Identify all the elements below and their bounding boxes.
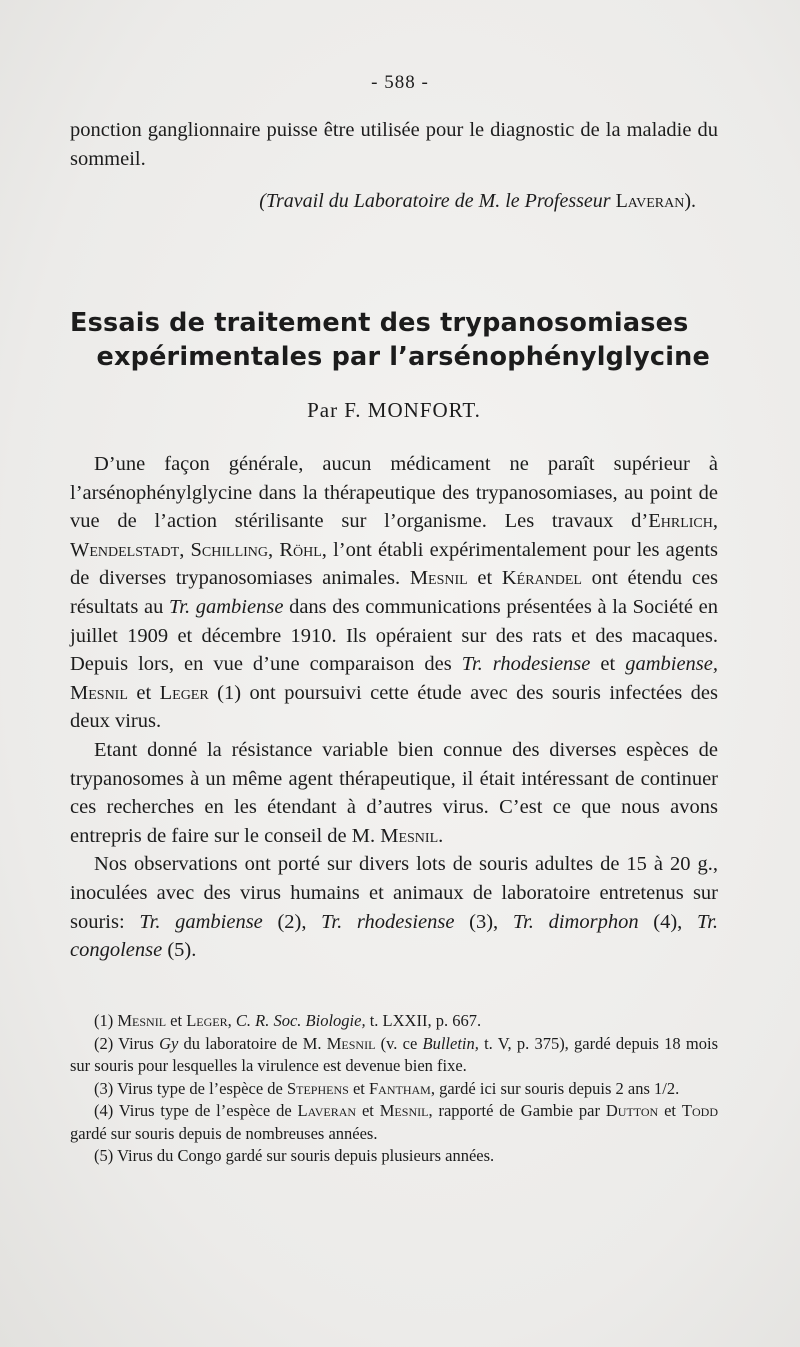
text-run: (v. ce (375, 1033, 423, 1053)
species-name: Tr. dimorphon (512, 910, 639, 933)
footnote-1 (70, 1010, 718, 1033)
text-run: et (166, 1011, 187, 1030)
title-line-2: expérimentales par l’arsénophénylglycine (96, 342, 710, 373)
text-run: ont étendu ces résultats au (70, 567, 719, 618)
text-run: (4) Virus type de l’espèce de (94, 1101, 298, 1120)
text-run: (3), (454, 910, 513, 933)
author-name: Röhl (279, 538, 322, 561)
footnotes (70, 1010, 718, 1168)
species-name: Tr. rhodesiense (321, 910, 455, 933)
body-paragraph-3 (70, 850, 718, 964)
author-name: Laveran (297, 1101, 357, 1120)
author-name: Mesnil (380, 824, 439, 847)
body-paragraph-1 (70, 450, 718, 736)
author-name: Wendelstadt (70, 538, 180, 561)
text-run: et (658, 1101, 682, 1120)
intro-paragraph: ponction ganglionnaire puisse être utilisée pour le diagnostic de la maladie du sommeil. (70, 119, 718, 170)
text-run: t. LXXII, p. 667. (365, 1011, 482, 1030)
author-name: Mesnil (379, 1101, 429, 1120)
author-name: Leger (159, 681, 209, 704)
text-run: (4), (638, 910, 697, 933)
page-number: - 588 - (371, 72, 429, 93)
footnote-2 (70, 1033, 718, 1078)
text-run: (3) Virus type de l’espèce de (94, 1078, 287, 1098)
text-run: et (127, 681, 160, 704)
author-name: Mesnil (326, 1033, 376, 1053)
credit-name: Laveran (615, 190, 685, 213)
text-run: (1) ont poursuivi cette étude avec des souris infectées des deux virus. (70, 681, 718, 733)
text-run: , rapporté de Gambie par (428, 1101, 606, 1120)
credit-suffix: ). (684, 190, 696, 213)
text-run: , (268, 538, 280, 561)
author-name: Leger (186, 1011, 228, 1030)
species-name: Tr. congolense (70, 910, 719, 962)
journal-reference: Bulletin, (422, 1033, 479, 1053)
author-name: Mesnil (409, 567, 468, 590)
text-run: Nos observations ont porté sur divers lots de souris adultes de 15 à 20 g., inoculées avec des virus humains et animaux de laboratoire entretenus sur souris: (70, 853, 718, 933)
text-run: , (179, 538, 191, 561)
text-run: , (712, 510, 718, 533)
author-name: Dutton (605, 1101, 659, 1120)
author-name: Kérandel (501, 567, 582, 590)
author-name: Fantham (369, 1078, 431, 1098)
footnote-3 (70, 1078, 718, 1101)
virus-name: Gy (159, 1033, 179, 1053)
text-run: gardé sur souris depuis de nombreuses années. (70, 1123, 378, 1143)
text-run: dans des communications présentées à la Société en juillet 1909 et décembre 1910. Ils opéraient sur des rats et des macaques. Depuis lors, en vue d’une comparaison des (70, 595, 718, 676)
text-run: (5). (162, 939, 197, 962)
laboratory-credit (70, 187, 718, 216)
text-run: Etant donné la résistance variable bien connue des diverses espèces de trypanosomes à un même agent thérapeutique, il était intéressant de continuer ces recherches en les étendant à d’autres virus. C’est ce que nous avons entrepris de faire sur le conseil de M. (70, 738, 718, 847)
title-line-1: Essais de traitement des trypanosomiases (70, 308, 689, 338)
text-run: (2) Virus (94, 1033, 160, 1053)
text-run: t. V, p. 375), gardé depuis 18 mois sur souris pour lesquelles la virulence est devenue bien fixe. (70, 1033, 718, 1075)
text-run: D’une façon générale, aucun médicament ne paraît supérieur à l’arsénophénylglycine dans la thérapeutique des trypanosomiases, au point de vue de l’action stérilisante sur l’organisme. Les travaux d’ (70, 453, 718, 533)
text-run: . (438, 824, 444, 847)
body-paragraph-2 (70, 736, 718, 850)
credit-prefix: (Travail du Laboratoire de M. le Professeur (259, 190, 616, 213)
text-run: (2), (262, 910, 322, 933)
author-name: Mesnil (117, 1011, 167, 1030)
species-name: Tr. gambiense (168, 595, 284, 618)
species-name: gambiense, (625, 653, 718, 676)
text-run: et (356, 1101, 380, 1120)
article-body (70, 450, 718, 965)
species-name: Tr. rhodesiense (461, 653, 591, 676)
article-title (70, 306, 718, 375)
text-run: (5) Virus du Congo gardé sur souris depuis plusieurs années. (94, 1146, 495, 1165)
text-run: du laboratoire de M. (178, 1033, 327, 1053)
text-run: , (227, 1011, 236, 1030)
journal-reference: C. R. Soc. Biologie, (235, 1011, 366, 1030)
footnote-4 (70, 1100, 718, 1145)
text-run: , l’ont établi expérimentalement pour les agents de diverses trypanosomiases animales. (70, 538, 718, 590)
author-name: Todd (681, 1101, 718, 1120)
author-name: Schilling (190, 538, 269, 561)
species-name: Tr. gambiense (139, 910, 263, 933)
text-run: , gardé ici sur souris depuis 2 ans 1/2. (430, 1078, 680, 1098)
text-run: (1) (94, 1011, 118, 1030)
text-run: et (467, 567, 502, 590)
author-line: Par F. MONFORT. (307, 398, 481, 422)
footnote-5 (70, 1145, 718, 1168)
intro-section (70, 116, 718, 216)
author-name: Ehrlich (648, 510, 713, 533)
text-run: et (348, 1078, 369, 1098)
author-name: Mesnil (70, 681, 128, 704)
text-run: et (590, 653, 626, 676)
author-name: Stephens (286, 1078, 349, 1098)
